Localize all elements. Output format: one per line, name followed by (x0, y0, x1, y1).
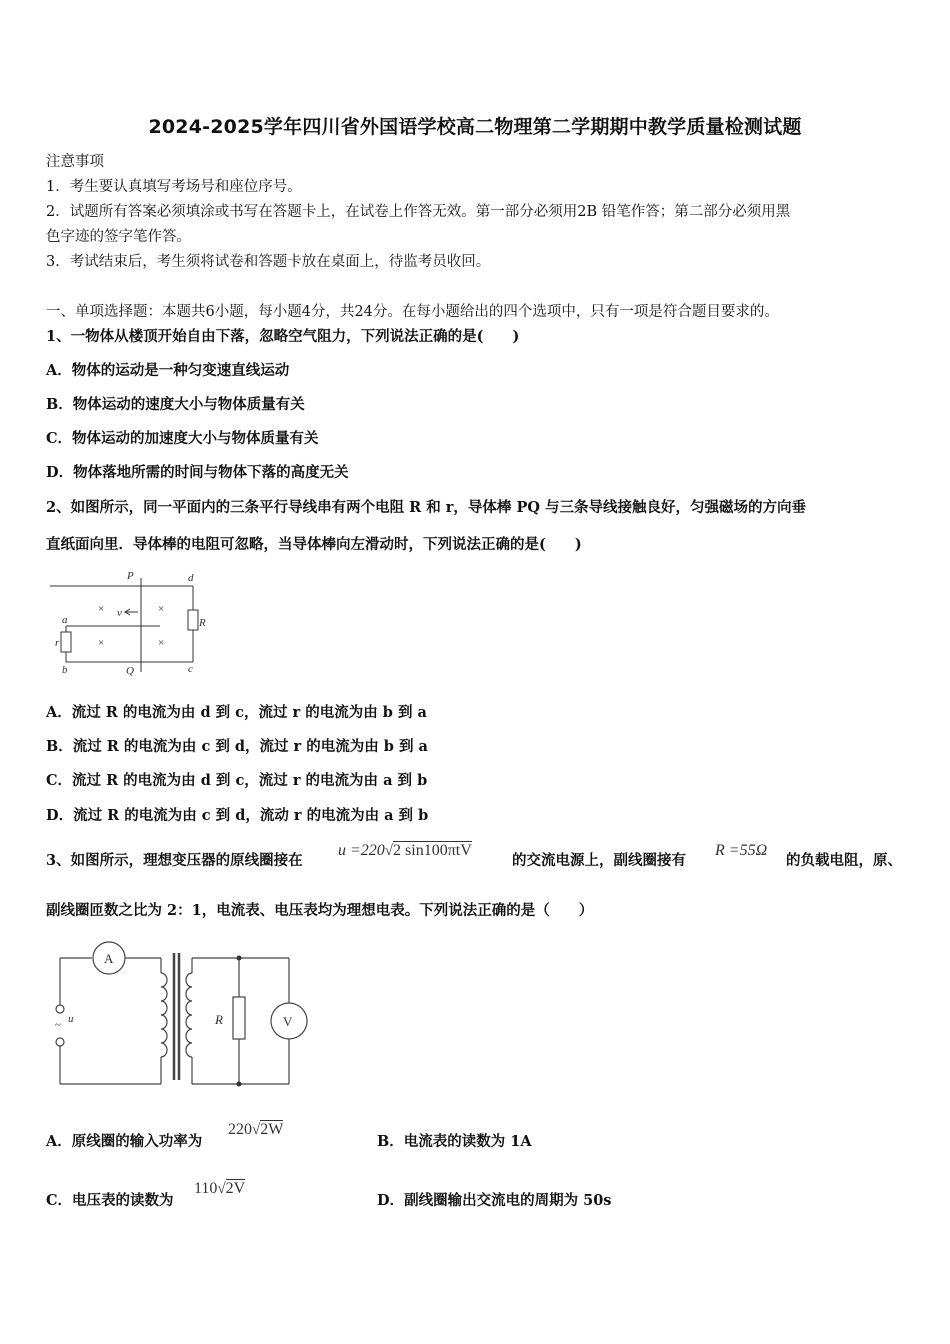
q2-option-b: B．流过 R 的电流为由 c 到 d，流过 r 的电流为由 b 到 a (46, 738, 428, 755)
q2-option-a: A．流过 R 的电流为由 d 到 c，流过 r 的电流为由 b 到 a (46, 704, 427, 721)
q3-resistance-formula: R =55Ω (715, 842, 768, 859)
q3-option-d: D．副线圈输出交流电的周期为 50s (377, 1192, 612, 1209)
q3-stem-part1: 3、如图所示，理想变压器的原线圈接在 (46, 852, 303, 869)
label-r-big: R (199, 617, 206, 629)
label-p: P (127, 570, 134, 582)
q3-stem-part2: 的交流电源上，副线圈接有 (512, 852, 686, 869)
q2-stem-line1: 2、如图所示，同一平面内的三条平行导线串有两个电阻 R 和 r，导体棒 PQ 与三条导线接触良好，匀强磁场的方向垂 (46, 499, 807, 516)
q1-option-a: A．物体的运动是一种匀变速直线运动 (46, 362, 290, 379)
note-1: 1．考生要认真填写考场号和座位序号。 (46, 179, 302, 195)
q3-formula-prefix: u =220 (338, 842, 385, 859)
note-3: 3．考试结束后，考生须将试卷和答题卡放在桌面上，待监考员收回。 (46, 254, 491, 270)
notes-heading: 注意事项 (46, 154, 104, 170)
label-a: a (62, 614, 68, 626)
field-x-1: × (98, 603, 105, 615)
q3-voltage-formula: u =220√2 sin100πtV (338, 842, 472, 859)
label-v: v (117, 607, 122, 619)
q3-option-a-math-post: 2W (260, 1121, 284, 1138)
q3-transformer-figure (46, 935, 308, 1087)
q3-option-c-text: C．电压表的读数为 (46, 1192, 174, 1209)
q2-option-d: D．流过 R 的电流为由 c 到 d，流动 r 的电流为由 a 到 b (46, 807, 429, 824)
ammeter-label: A (104, 951, 114, 966)
q1-option-d: D．物体落地所需的时间与物体下落的高度无关 (46, 464, 349, 481)
label-q: Q (126, 665, 134, 677)
q3-option-a-text: A．原线圈的输入功率为 (46, 1133, 203, 1150)
q3-stem-part3: 的负载电阻，原、 (786, 852, 902, 869)
field-x-4: × (158, 637, 165, 649)
q3-stem-line2: 副线圈匝数之比为 2：1，电流表、电压表均为理想电表。下列说法正确的是（ ） (46, 902, 594, 919)
note-2-cont: 色字迹的签字笔作答。 (46, 229, 191, 245)
label-r-small: r (55, 637, 60, 649)
resistor-label: R (215, 1012, 223, 1027)
field-x-2: × (158, 603, 165, 615)
q1-option-b: B．物体运动的速度大小与物体质量有关 (46, 396, 305, 413)
q3-option-c-math: 110√2V (194, 1180, 246, 1197)
source-tilde: ~ (55, 1019, 61, 1031)
q1-stem: 1、一物体从楼顶开始自由下落，忽略空气阻力，下列说法正确的是( ) (46, 328, 520, 345)
note-2: 2．试题所有答案必须填涂或书写在答题卡上，在试卷上作答无效。第一部分必须用2B 铅笔作答；第二部分必须用黑 (46, 204, 791, 220)
q1-option-c: C．物体运动的加速度大小与物体质量有关 (46, 430, 319, 447)
label-b: b (62, 664, 68, 676)
field-x-3: × (98, 637, 105, 649)
section-heading: 一、单项选择题：本题共6小题，每小题4分，共24分。在每小题给出的四个选项中，只有一项是符合题目要求的。 (46, 304, 779, 320)
label-c: c (188, 663, 193, 675)
q3-formula-suffix: 2 sin100πtV (393, 842, 472, 859)
q3-option-a-math-pre: 220 (228, 1121, 252, 1138)
q2-circuit-figure (46, 568, 216, 680)
voltmeter-label: V (283, 1014, 293, 1029)
q3-option-a-math: 220√2W (228, 1121, 284, 1138)
q3-option-c-math-pre: 110 (194, 1180, 218, 1197)
source-label-u: u (68, 1013, 74, 1025)
q3-option-b: B．电流表的读数为 1A (377, 1133, 532, 1150)
page-title: 2024-2025学年四川省外国语学校高二物理第二学期期中教学质量检测试题 (148, 116, 802, 138)
q2-option-c: C．流过 R 的电流为由 d 到 c，流过 r 的电流为由 a 到 b (46, 772, 428, 789)
q2-stem-line2: 直纸面向里．导体棒的电阻可忽略，当导体棒向左滑动时，下列说法正确的是( ) (46, 536, 582, 553)
q3-option-c-math-post: 2V (225, 1180, 246, 1197)
label-d: d (188, 572, 194, 584)
